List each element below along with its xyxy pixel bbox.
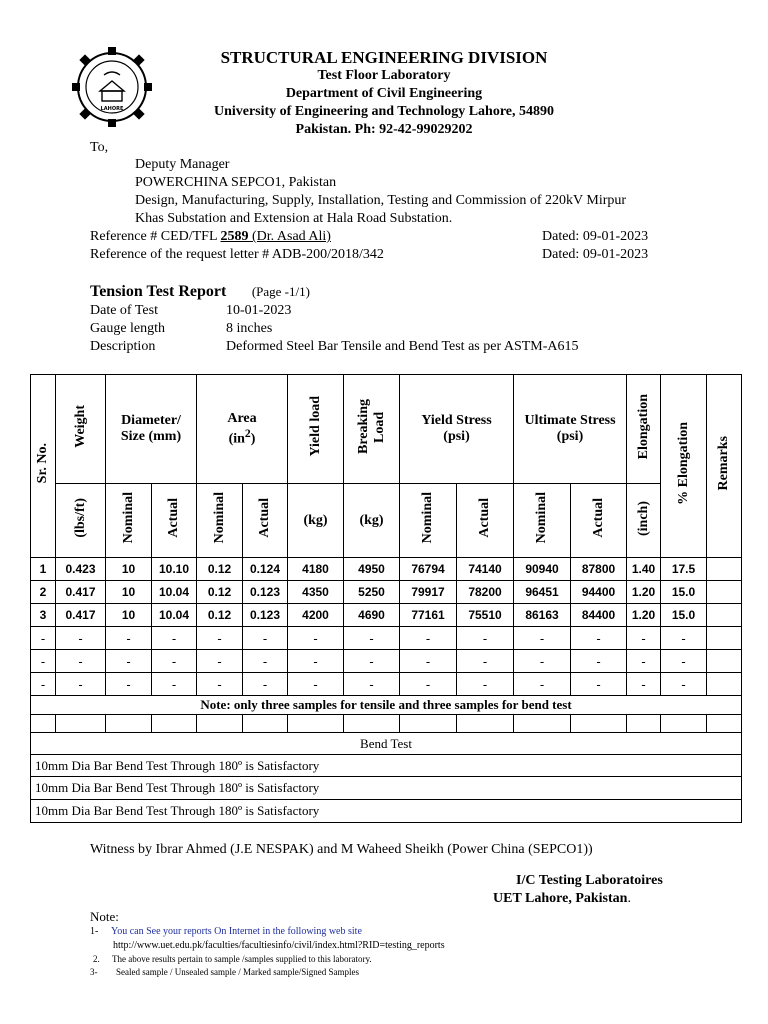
gauge-value: 8 inches <box>226 321 273 336</box>
description-label: Description <box>90 339 156 354</box>
signature-line2-wrap: UET Lahore, Pakistan. <box>493 891 631 906</box>
header-area: Area $(in^2)$ <box>197 375 288 484</box>
table-note: Note: only three samples for tensile and three samples for bend test <box>31 696 742 715</box>
report-title-line <box>90 283 310 301</box>
description-value: Deformed Steel Bar Tensile and Bend Test as per ASTM-A615 <box>226 339 579 354</box>
header-remarks: Remarks <box>707 375 742 558</box>
blank-row <box>31 715 742 733</box>
bend-row: 10mm Dia Bar Bend Test Through 180º is Satisfactory <box>31 777 742 800</box>
division-title: STRUCTURAL ENGINEERING DIVISION <box>220 48 548 67</box>
empty-row: - - - - - - - - - - - - - - <box>31 650 742 673</box>
department-name: Department of Civil Engineering <box>285 86 483 101</box>
note-3-text: Sealed sample / Unsealed sample / Marked sample/Signed Samples <box>116 967 359 977</box>
unit-breaking-load: (kg) <box>344 484 400 558</box>
header-sr-no: Sr. No. <box>31 375 56 558</box>
header-elongation: Elongation <box>627 375 661 484</box>
address-line1: Deputy Manager <box>135 157 230 172</box>
bend-row: 10mm Dia Bar Bend Test Through 180º is Satisfactory <box>31 800 742 823</box>
empty-row: - - - - - - - - - - - - - - <box>31 673 742 696</box>
header-pct-elongation: % Elongation <box>661 375 707 558</box>
notes-label: Note: <box>90 909 119 924</box>
note-2-number: 2. <box>93 954 100 964</box>
unit-yield-load: (kg) <box>288 484 344 558</box>
unit-elongation: (inch) <box>627 484 661 558</box>
address-to: To, <box>90 140 109 155</box>
table-row: 3 0.417 10 10.04 0.12 0.123 4200 4690 77161 75510 86163 84400 1.20 15.0 <box>31 604 742 627</box>
unit-yield-nominal: Nominal <box>400 484 457 558</box>
signature-line2: UET Lahore, Pakistan <box>493 891 628 906</box>
note-1-url[interactable]: http://www.uet.edu.pk/faculties/facultiesinfo/civil/index.html?RID=testing_reports <box>113 940 445 951</box>
date-value: 10-01-2023 <box>226 303 292 318</box>
unit-area-actual: Actual <box>243 484 288 558</box>
note-row <box>31 696 742 715</box>
unit-diameter-actual: Actual <box>152 484 197 558</box>
table-row: 1 0.423 10 10.10 0.12 0.124 4180 4950 76794 74140 90940 87800 1.40 17.5 <box>31 558 742 581</box>
test-results-table <box>30 374 742 823</box>
unit-weight: (lbs/ft) <box>56 484 106 558</box>
note-1-number: 1- <box>90 926 99 937</box>
header-ultimate-stress: Ultimate Stress (psi) <box>514 375 627 484</box>
unit-ultimate-actual: Actual <box>571 484 627 558</box>
unit-yield-actual: Actual <box>457 484 514 558</box>
bend-row: 10mm Dia Bar Bend Test Through 180º is Satisfactory <box>31 755 742 777</box>
svg-text:LAHORE: LAHORE <box>100 106 124 112</box>
university-name: University of Engineering and Technology Lahore, 54890 <box>213 104 555 119</box>
page-number: (Page -1/1) <box>251 284 310 299</box>
unit-diameter-nominal: Nominal <box>106 484 152 558</box>
header-yield-load: Yield load <box>288 375 344 484</box>
header-breaking-load: Breaking Load <box>344 375 400 484</box>
note-1-text: You can See your reports On Internet in the following web site <box>111 926 362 937</box>
date-label: Date of Test <box>90 303 158 318</box>
phone-line: Pakistan. Ph: 92-42-99029202 <box>295 122 473 137</box>
reference-number: 2589 <box>220 229 249 244</box>
unit-ultimate-nominal: Nominal <box>514 484 571 558</box>
bend-title-row <box>31 733 742 755</box>
reference-date2: Dated: 09-01-2023 <box>542 247 649 262</box>
address-line4: Khas Substation and Extension at Hala Road Substation. <box>135 211 453 226</box>
signature-line1: I/C Testing Laboratoires <box>516 873 663 888</box>
table-row: 2 0.417 10 10.04 0.12 0.123 4350 5250 79917 78200 96451 94400 1.20 15.0 <box>31 581 742 604</box>
reference-line1: Reference # CED/TFL 2589 (Dr. Asad Ali) <box>90 229 331 244</box>
bend-test-title: Bend Test <box>31 733 742 755</box>
header-diameter: Diameter/ Size (mm) <box>106 375 197 484</box>
address-line2: POWERCHINA SEPCO1, Pakistan <box>135 175 337 190</box>
witness-line: Witness by Ibrar Ahmed (J.E NESPAK) and M Waheed Sheikh (Power China (SEPCO1)) <box>90 842 593 857</box>
reference-line2: Reference of the request letter # ADB-200/2018/342 <box>90 247 384 262</box>
note-2-text: The above results pertain to sample /samples supplied to this laboratory. <box>112 954 372 964</box>
header-weight: Weight <box>56 375 106 484</box>
lab-name: Test Floor Laboratory <box>317 68 451 83</box>
note-3-number: 3- <box>90 967 98 977</box>
reference-date1: Dated: 09-01-2023 <box>542 229 649 244</box>
gauge-label: Gauge length <box>90 321 166 336</box>
header-yield-stress: Yield Stress (psi) <box>400 375 514 484</box>
empty-row: - - - - - - - - - - - - - - <box>31 627 742 650</box>
unit-area-nominal: Nominal <box>197 484 243 558</box>
report-title: Tension Test Report <box>90 283 227 300</box>
address-line3: Design, Manufacturing, Supply, Installation, Testing and Commission of 220kV Mirpur <box>135 193 627 208</box>
